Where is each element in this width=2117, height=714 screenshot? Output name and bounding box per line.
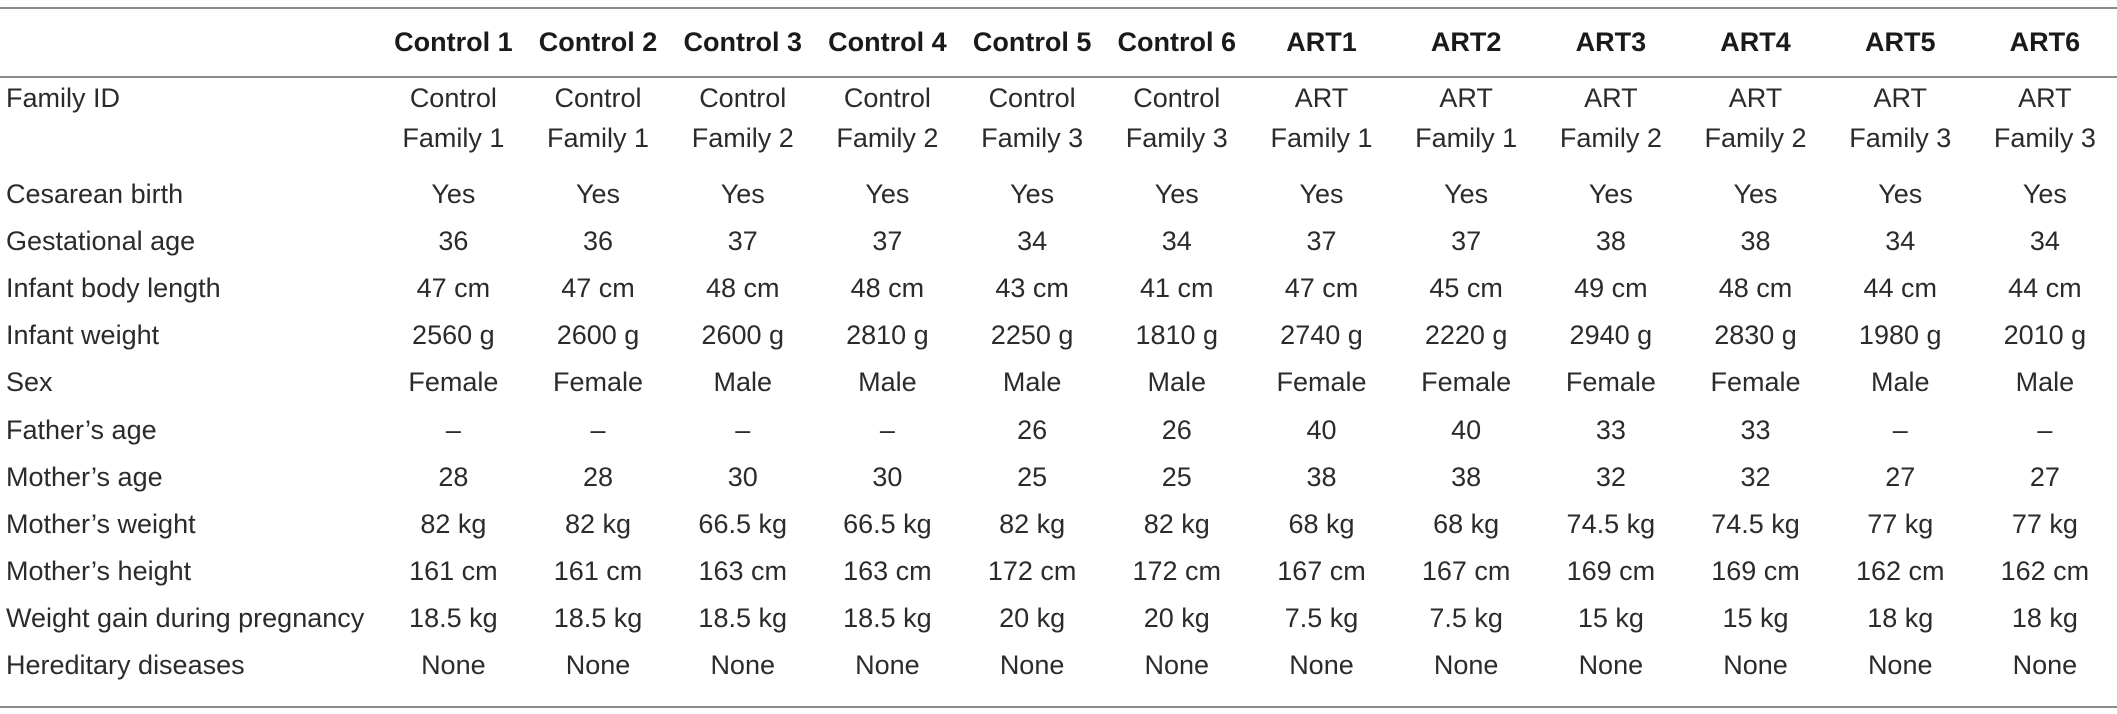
table-cell [815, 76, 960, 170]
table-cell-line: ART [1294, 83, 1349, 113]
table-cell: 28 [583, 461, 614, 492]
table-cell: 163 cm [698, 556, 787, 587]
table-cell: 82 kg [420, 508, 487, 539]
table-cell: 162 cm [1855, 556, 1945, 587]
table-cell: 30 [872, 461, 903, 492]
table-cell: 28 [438, 461, 469, 492]
table-cell-line: Family 1 [1415, 123, 1518, 153]
table-cell-line: Family 3 [1993, 123, 2096, 153]
table-cell: – [879, 414, 895, 445]
table-cell: Yes [1444, 178, 1489, 209]
table-cell: 7.5 kg [1284, 603, 1359, 634]
table-cell: 169 cm [1711, 556, 1800, 587]
table-cell-line: ART [2018, 83, 2072, 113]
table-cell: 2600 g [701, 320, 785, 351]
table-cell: 161 cm [553, 556, 643, 587]
table-cell-line: ART [1584, 83, 1638, 113]
table-cell: 2560 g [412, 320, 495, 351]
table-cell: Yes [1010, 178, 1055, 209]
table-cell [381, 76, 526, 170]
table-cell-line: ART [1873, 83, 1927, 113]
table-cell: 1980 g [1858, 320, 1942, 351]
row-label: Mother’s height [6, 556, 192, 587]
table-cell: – [590, 414, 606, 445]
table-cell: 37 [1306, 225, 1337, 256]
table-row [0, 217, 2117, 264]
table-cell [1828, 76, 1973, 170]
table-row [0, 264, 2117, 311]
table-cell: None [1433, 650, 1499, 681]
column-header: Control 5 [972, 27, 1092, 57]
table-cell: 74.5 kg [1566, 508, 1656, 539]
table-cell: Yes [1588, 178, 1633, 209]
table-cell-line: Control [699, 83, 787, 113]
table-cell: None [1144, 650, 1210, 681]
table-cell [1683, 76, 1828, 170]
table-cell: 40 [1306, 414, 1337, 445]
column-header: ART6 [2009, 27, 2081, 57]
table-cell: 18 kg [2011, 603, 2078, 634]
table-cell: Yes [1878, 178, 1923, 209]
table-cell: 172 cm [987, 556, 1077, 587]
table-cell [1394, 76, 1539, 170]
table-cell: 43 cm [995, 272, 1069, 303]
table-cell: 2220 g [1424, 320, 1508, 351]
table-cell: 77 kg [1867, 508, 1934, 539]
table-cell: 45 cm [1429, 272, 1503, 303]
table-cell: 38 [1740, 225, 1771, 256]
table-cell: None [710, 650, 775, 681]
table-cell: 169 cm [1566, 556, 1656, 587]
table-row [0, 595, 2117, 642]
table-cell: Male [2015, 367, 2075, 398]
header-row [0, 9, 2117, 76]
table-row [0, 170, 2117, 217]
table-cell-line: Family 2 [691, 123, 794, 153]
row-label: Infant body length [6, 272, 221, 303]
table-cell-line: Control [843, 83, 931, 113]
table-row [0, 642, 2117, 689]
table-cell-line: Family 2 [836, 123, 939, 153]
table-cell-line: Family 3 [1849, 123, 1952, 153]
table-cell-line: ART [1728, 83, 1783, 113]
table-cell: 82 kg [565, 508, 632, 539]
table-cell: 48 cm [1718, 272, 1793, 303]
table-row [0, 548, 2117, 595]
table-cell: 37 [872, 225, 903, 256]
table-cell: 38 [1595, 225, 1626, 256]
table-cell: 18.5 kg [698, 603, 787, 634]
table-cell-line: Family 3 [981, 123, 1084, 153]
column-header: ART3 [1575, 27, 1647, 57]
table-cell: 33 [1595, 414, 1626, 445]
table-cell-line: Family 1 [402, 123, 505, 153]
column-header: Control 4 [828, 27, 947, 57]
table-cell: 44 cm [2008, 272, 2082, 303]
table-cell: 167 cm [1277, 556, 1366, 587]
table-cell: 74.5 kg [1711, 508, 1800, 539]
table-cell: 27 [2029, 461, 2060, 492]
table-cell: 38 [1306, 461, 1337, 492]
table-cell: Yes [865, 178, 910, 209]
table-cell: 34 [1161, 225, 1192, 256]
table-cell [1104, 76, 1249, 170]
table-cell: 48 cm [850, 272, 925, 303]
column-header: Control 2 [538, 27, 658, 57]
row-label: Mother’s age [6, 461, 163, 492]
table-cell: Yes [1733, 178, 1778, 209]
table-cell: 66.5 kg [698, 508, 787, 539]
table-cell: 47 cm [561, 272, 635, 303]
table-cell-line: Family 1 [547, 123, 650, 153]
table-cell: None [1723, 650, 1788, 681]
table-cell: 2010 g [2003, 320, 2087, 351]
table-cell-line: Family 2 [1559, 123, 1662, 153]
table-cell: Female [1421, 367, 1512, 398]
data-table [0, 9, 2117, 689]
column-header: Control 1 [394, 27, 513, 57]
table-cell: 20 kg [999, 603, 1066, 634]
table-cell: 162 cm [2000, 556, 2090, 587]
table-cell: Female [408, 367, 499, 398]
table-cell: 25 [1017, 461, 1048, 492]
table-row [0, 453, 2117, 500]
column-header: ART4 [1720, 27, 1791, 57]
table-cell: 1810 g [1135, 320, 1219, 351]
table-cell [1973, 76, 2117, 170]
table-cell: Male [1147, 367, 1207, 398]
table-cell: 172 cm [1132, 556, 1222, 587]
table-cell: None [565, 650, 631, 681]
table-cell: 44 cm [1863, 272, 1937, 303]
column-header: Control 3 [683, 27, 802, 57]
table-cell: 37 [1451, 225, 1482, 256]
table-cell: 18.5 kg [409, 603, 498, 634]
table-cell: 15 kg [1722, 603, 1789, 634]
table-cell: 34 [1017, 225, 1048, 256]
table-cell: 2740 g [1280, 320, 1363, 351]
table-cell: 163 cm [843, 556, 932, 587]
table-cell: 34 [2029, 225, 2060, 256]
table-cell: 34 [1885, 225, 1916, 256]
table-cell: Female [1276, 367, 1367, 398]
table-cell: 20 kg [1143, 603, 1210, 634]
table-cell [670, 76, 815, 170]
table-cell: Yes [1154, 178, 1199, 209]
table-cell: 37 [727, 225, 758, 256]
table-cell: Male [1870, 367, 1930, 398]
table-cell: 2600 g [556, 320, 640, 351]
table-cell [1249, 76, 1394, 170]
table-cell: 2250 g [990, 320, 1074, 351]
column-header: ART5 [1864, 27, 1936, 57]
table-cell: 26 [1161, 414, 1192, 445]
table-cell: 47 cm [416, 272, 491, 303]
table-cell: Male [1002, 367, 1062, 398]
table-cell: 18 kg [1867, 603, 1934, 634]
table-cell: 48 cm [705, 272, 780, 303]
table-cell: Male [858, 367, 917, 398]
row-label: Gestational age [6, 225, 196, 256]
row-label: Sex [6, 367, 53, 398]
table-cell: 66.5 kg [843, 508, 932, 539]
column-header: ART2 [1430, 27, 1502, 57]
table-cell-line: Control [1133, 83, 1221, 113]
table-cell: None [421, 650, 486, 681]
table-cell [526, 76, 671, 170]
column-header: ART1 [1286, 27, 1357, 57]
row-label: Weight gain during pregnancy [6, 603, 365, 634]
table-cell: 30 [727, 461, 758, 492]
row-label: Father’s age [6, 414, 157, 445]
table-cell: 15 kg [1577, 603, 1644, 634]
table-cell: Male [713, 367, 772, 398]
table-cell-line: Family 1 [1270, 123, 1373, 153]
row-label: Family ID [6, 83, 120, 113]
table-cell: 68 kg [1433, 508, 1500, 539]
table-cell: None [1289, 650, 1354, 681]
table-cell: 36 [438, 225, 469, 256]
table-cell: 38 [1451, 461, 1482, 492]
table-cell: 77 kg [2011, 508, 2078, 539]
row-label: Infant weight [6, 320, 160, 351]
table-cell: None [855, 650, 920, 681]
table-cell: None [999, 650, 1065, 681]
table-cell-line: Family 2 [1704, 123, 1807, 153]
table-cell: Yes [431, 178, 476, 209]
table-cell: Female [553, 367, 644, 398]
table-cell: 167 cm [1421, 556, 1511, 587]
table-cell: 18.5 kg [553, 603, 643, 634]
table-row [0, 406, 2117, 453]
table-cell: 41 cm [1140, 272, 1214, 303]
table-row [0, 312, 2117, 359]
column-header: Control 6 [1117, 27, 1237, 57]
row-label: Cesarean birth [6, 178, 184, 209]
table-cell-line: Family 3 [1125, 123, 1228, 153]
table-cell: 47 cm [1284, 272, 1359, 303]
row-label: Hereditary diseases [6, 650, 245, 681]
table-cell: 32 [1595, 461, 1626, 492]
table-cell: 36 [583, 225, 614, 256]
table-cell: 18.5 kg [843, 603, 932, 634]
table-cell: Yes [2022, 178, 2067, 209]
table-cell: 32 [1740, 461, 1771, 492]
row-label: Mother’s weight [6, 508, 196, 539]
table-cell: 2810 g [846, 320, 929, 351]
table-cell-line: Control [988, 83, 1076, 113]
table-cell: None [1867, 650, 1933, 681]
table-cell: None [2012, 650, 2078, 681]
table-cell [1539, 76, 1684, 170]
table-cell: 7.5 kg [1429, 603, 1503, 634]
table-cell: 49 cm [1574, 272, 1648, 303]
table-cell: Female [1565, 367, 1656, 398]
table-cell-line: Control [409, 83, 497, 113]
table-cell: 25 [1161, 461, 1192, 492]
table-cell: 68 kg [1288, 508, 1355, 539]
table-cell: 82 kg [999, 508, 1066, 539]
table-cell: Yes [720, 178, 765, 209]
table-cell: 26 [1017, 414, 1048, 445]
table-cell: 40 [1451, 414, 1482, 445]
table-cell: 27 [1885, 461, 1916, 492]
table-cell: Yes [1299, 178, 1344, 209]
table-cell: 2830 g [1714, 320, 1797, 351]
table-cell: 2940 g [1569, 320, 1653, 351]
table-cell: None [1578, 650, 1644, 681]
table-row [0, 500, 2117, 547]
table-cell: – [2037, 414, 2053, 445]
table-cell: Female [1710, 367, 1801, 398]
table-bottom-rule [0, 706, 2117, 708]
table-cell: 33 [1740, 414, 1771, 445]
table-cell: – [735, 414, 751, 445]
table-cell: – [1892, 414, 1908, 445]
table-row-family-id [0, 76, 2117, 170]
table-cell: – [445, 414, 461, 445]
table-cell [960, 76, 1105, 170]
table-cell: Yes [576, 178, 621, 209]
table-cell: 82 kg [1143, 508, 1210, 539]
table-cell: 161 cm [409, 556, 498, 587]
header-corner-cell [0, 9, 381, 76]
table-body [0, 76, 2117, 689]
table-cell-line: ART [1439, 83, 1493, 113]
table-row [0, 359, 2117, 406]
table-cell-line: Control [554, 83, 642, 113]
